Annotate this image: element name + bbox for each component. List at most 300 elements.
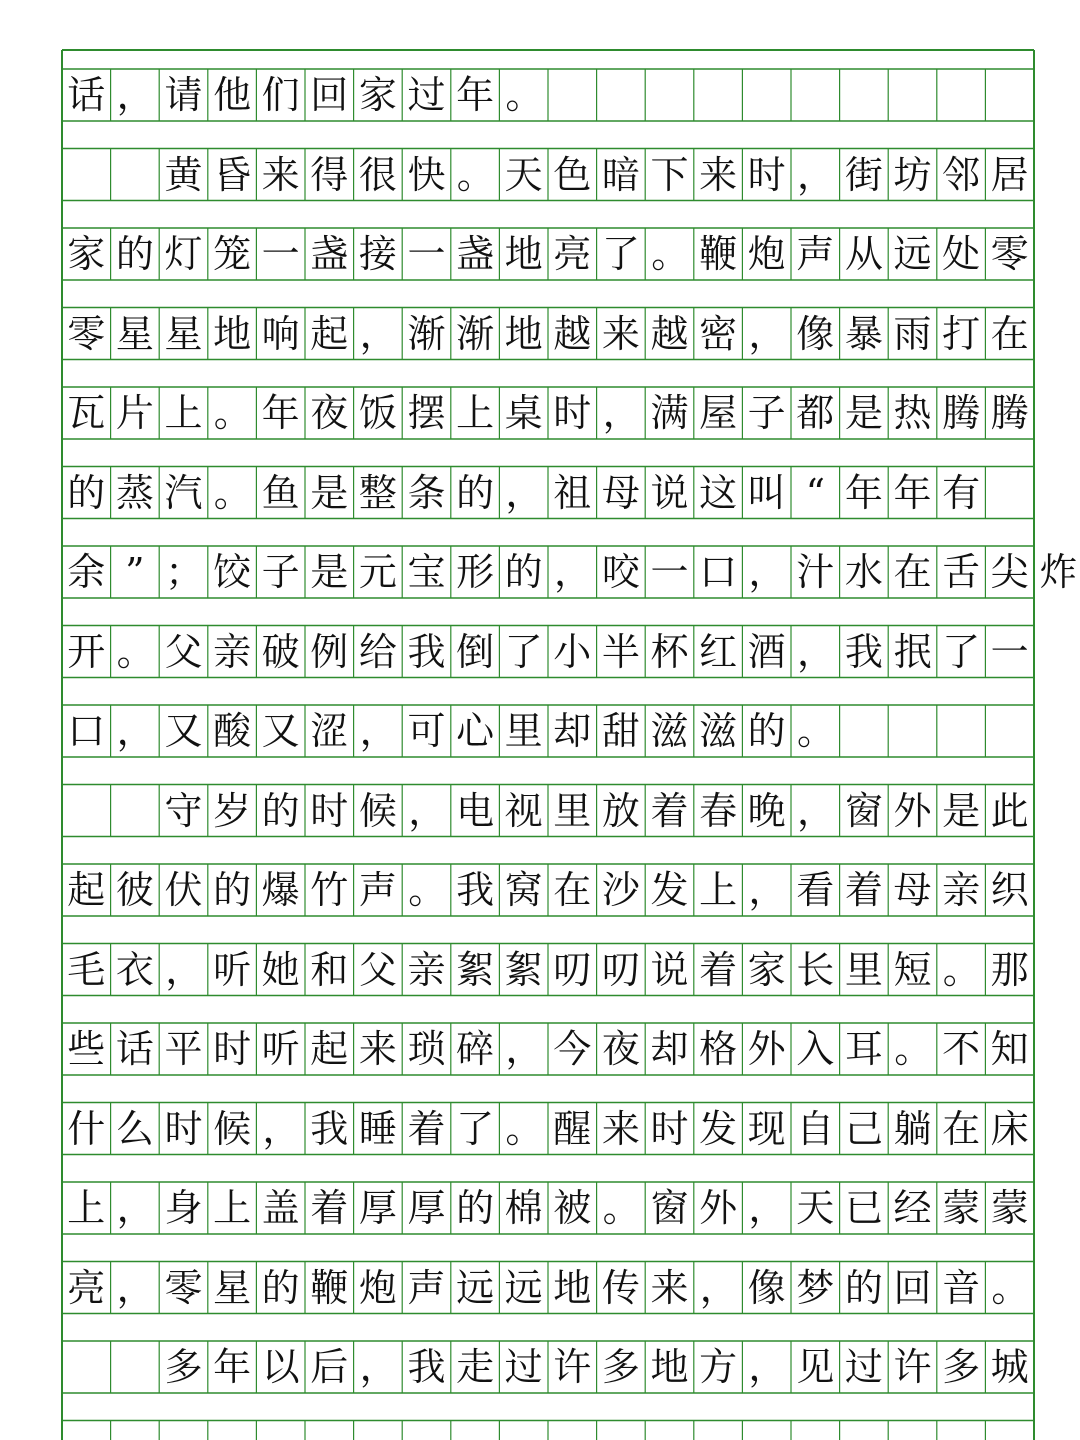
grid-character: 我 xyxy=(456,868,495,912)
grid-character: 外 xyxy=(747,1027,786,1071)
grid-character: ， xyxy=(408,788,447,833)
grid-character: 的 xyxy=(67,470,106,515)
grid-character: 叨 xyxy=(553,947,592,992)
grid-character: 叫 xyxy=(747,470,786,515)
grid-character: 口 xyxy=(699,550,738,594)
grid-character: 水 xyxy=(844,550,883,594)
grid-character: 。 xyxy=(408,868,447,912)
grid-character: 盖 xyxy=(261,1186,300,1230)
grid-character: 来 xyxy=(601,1106,640,1151)
grid-character: 时 xyxy=(650,1106,689,1151)
grid-character: “ xyxy=(805,470,826,515)
grid-character: 多 xyxy=(164,1345,203,1389)
grid-character: ， xyxy=(359,311,398,356)
grid-character: 接 xyxy=(358,232,397,276)
grid-character: 时 xyxy=(310,788,349,833)
grid-character: 我 xyxy=(407,629,446,674)
grid-character: 像 xyxy=(796,311,835,356)
grid-character: 岁 xyxy=(213,788,252,833)
grid-character: ， xyxy=(797,788,836,833)
grid-character: 彼 xyxy=(115,868,154,912)
grid-character: 小 xyxy=(553,629,592,674)
grid-character: 睡 xyxy=(358,1106,397,1151)
grid-character: 。 xyxy=(505,73,544,117)
grid-character: 走 xyxy=(456,1345,495,1389)
grid-character: 涩 xyxy=(310,709,349,753)
grid-character: 里 xyxy=(844,947,883,992)
grid-character: 。 xyxy=(894,1027,933,1071)
grid-character: 的 xyxy=(115,232,154,276)
grid-character: 屋 xyxy=(699,391,738,435)
grid-character: 零 xyxy=(990,232,1029,276)
grid-character: 条 xyxy=(407,470,446,515)
grid-character: 身 xyxy=(164,1186,203,1230)
grid-character: 家 xyxy=(747,947,786,992)
grid-character: 耳 xyxy=(844,1027,883,1071)
grid-character: 滋 xyxy=(699,709,738,753)
grid-character: 过 xyxy=(407,73,446,117)
grid-character: 地 xyxy=(213,311,252,356)
grid-character: 。 xyxy=(797,709,836,753)
grid-character: 。 xyxy=(213,391,252,435)
grid-character: 父 xyxy=(164,629,203,674)
grid-character: 过 xyxy=(844,1345,883,1389)
grid-character: 那 xyxy=(990,947,1029,992)
grid-character: 鞭 xyxy=(699,232,738,276)
grid-character: 絮 xyxy=(456,947,495,992)
grid-character: 伏 xyxy=(164,868,203,912)
grid-character: 我 xyxy=(310,1106,349,1151)
grid-character: 一 xyxy=(407,232,446,276)
grid-character: 窗 xyxy=(650,1186,689,1230)
grid-character: 笼 xyxy=(213,232,252,276)
grid-character: 夜 xyxy=(601,1027,640,1071)
grid-character: 经 xyxy=(893,1186,932,1230)
grid-character: 许 xyxy=(893,1345,932,1389)
grid-character: 棉 xyxy=(504,1186,543,1230)
grid-character: 视 xyxy=(504,788,543,833)
grid-character: 地 xyxy=(504,311,543,356)
grid-character: 。 xyxy=(213,470,252,515)
grid-character: ， xyxy=(116,1265,155,1310)
grid-character: 很 xyxy=(358,152,397,197)
grid-character: 来 xyxy=(601,311,640,356)
grid-character: 过 xyxy=(504,1345,543,1389)
grid-character: 的 xyxy=(844,1265,883,1310)
grid-character: 今 xyxy=(553,1027,592,1071)
grid-character: 。 xyxy=(116,629,155,674)
grid-character: 我 xyxy=(844,629,883,674)
grid-character: 外 xyxy=(893,788,932,833)
grid-character: 听 xyxy=(213,947,252,992)
grid-character: 半 xyxy=(601,629,640,674)
grid-character: 都 xyxy=(796,391,835,435)
grid-character: 一 xyxy=(650,550,689,594)
grid-character: ， xyxy=(748,1345,787,1389)
grid-character: 格 xyxy=(699,1027,738,1071)
grid-character: 盏 xyxy=(310,232,349,276)
grid-character: 在 xyxy=(893,550,932,594)
grid-character: 开 xyxy=(67,629,106,674)
grid-character: 他 xyxy=(213,73,252,117)
grid-character: 上 xyxy=(699,868,738,912)
grid-character: 地 xyxy=(650,1345,689,1389)
grid-character: 快 xyxy=(407,152,446,197)
grid-character: 声 xyxy=(358,868,397,912)
grid-character: 祖 xyxy=(553,470,592,515)
grid-character: 起 xyxy=(67,868,106,912)
grid-character: 街 xyxy=(844,152,883,197)
grid-character: 和 xyxy=(310,947,349,992)
grid-character: 盏 xyxy=(456,232,495,276)
grid-character: ； xyxy=(165,550,204,594)
grid-character: 叨 xyxy=(601,947,640,992)
grid-character: 亲 xyxy=(942,868,981,912)
grid-character: 心 xyxy=(456,709,495,753)
grid-character: ， xyxy=(165,947,204,992)
grid-character: 满 xyxy=(650,391,689,435)
grid-character: 着 xyxy=(699,947,738,992)
grid-character: 年 xyxy=(844,470,883,515)
grid-character: 们 xyxy=(261,73,300,117)
grid-character: 现 xyxy=(747,1106,786,1151)
grid-character: 鞭 xyxy=(310,1265,349,1310)
grid-character: 鱼 xyxy=(261,470,300,515)
grid-character: 是 xyxy=(310,470,349,515)
grid-character: 此 xyxy=(990,788,1029,833)
grid-character: 余 xyxy=(67,550,106,594)
grid-character: 说 xyxy=(650,947,689,992)
grid-character: 父 xyxy=(358,947,397,992)
grid-character: 着 xyxy=(407,1106,446,1151)
grid-character: 是 xyxy=(844,391,883,435)
grid-character: 被 xyxy=(553,1186,592,1230)
grid-character: 年 xyxy=(893,470,932,515)
grid-character: 长 xyxy=(796,947,835,992)
grid-character: ” xyxy=(125,550,145,594)
grid-character: 破 xyxy=(261,629,300,674)
grid-character: 厚 xyxy=(407,1186,446,1230)
grid-character: 回 xyxy=(893,1265,932,1310)
grid-character: 。 xyxy=(991,1265,1030,1310)
grid-character: ， xyxy=(359,1345,398,1389)
grid-character: 天 xyxy=(504,152,543,197)
grid-character: 在 xyxy=(990,311,1029,356)
grid-character: 了 xyxy=(456,1106,495,1151)
grid-character: 一 xyxy=(261,232,300,276)
grid-character: 却 xyxy=(553,709,592,753)
grid-character: ， xyxy=(748,550,787,594)
grid-character: 是 xyxy=(310,550,349,594)
grid-character: 暗 xyxy=(601,152,640,197)
grid-character: 亮 xyxy=(553,232,592,276)
grid-character: 起 xyxy=(310,311,349,356)
grid-character: 来 xyxy=(261,152,300,197)
grid-character: 碎 xyxy=(456,1027,495,1071)
grid-character: 打 xyxy=(942,311,981,356)
grid-character: 形 xyxy=(456,550,495,594)
grid-character: 电 xyxy=(456,788,495,833)
grid-character: 窝 xyxy=(504,868,543,912)
grid-character: 的 xyxy=(456,470,495,515)
grid-character: 远 xyxy=(456,1265,495,1310)
grid-character: 汽 xyxy=(164,470,203,515)
grid-character: 时 xyxy=(164,1106,203,1151)
grid-character: 得 xyxy=(310,152,349,197)
grid-character: 炮 xyxy=(358,1265,397,1310)
grid-character: ， xyxy=(554,550,593,594)
grid-character: 晚 xyxy=(747,788,786,833)
grid-character: 渐 xyxy=(456,311,495,356)
grid-character: 亲 xyxy=(407,947,446,992)
grid-character: 倒 xyxy=(456,629,495,674)
grid-character: 。 xyxy=(505,1106,544,1151)
grid-character: ， xyxy=(116,73,155,117)
grid-character: ， xyxy=(505,470,544,515)
grid-character: 星 xyxy=(213,1265,252,1310)
grid-character: 上 xyxy=(456,391,495,435)
grid-character: 什 xyxy=(67,1106,106,1151)
grid-character: 下 xyxy=(650,152,689,197)
grid-character: 远 xyxy=(504,1265,543,1310)
grid-character: 发 xyxy=(650,868,689,912)
grid-character: 子 xyxy=(261,550,300,594)
grid-character: 渐 xyxy=(407,311,446,356)
grid-character: 摆 xyxy=(407,391,446,435)
grid-character: 例 xyxy=(310,629,349,674)
grid-character: 邻 xyxy=(942,152,981,197)
grid-character: 舌 xyxy=(942,550,981,594)
grid-character: 炸 xyxy=(1039,550,1078,594)
grid-character: 来 xyxy=(699,152,738,197)
grid-character: 的 xyxy=(261,788,300,833)
grid-character: 地 xyxy=(553,1265,592,1310)
grid-character: 上 xyxy=(67,1186,106,1230)
grid-character: 外 xyxy=(699,1186,738,1230)
grid-character: 天 xyxy=(796,1186,835,1230)
grid-character: 从 xyxy=(844,232,883,276)
grid-character: 里 xyxy=(504,709,543,753)
grid-character: 自 xyxy=(796,1106,835,1151)
grid-character: 我 xyxy=(407,1345,446,1389)
grid-character: 己 xyxy=(844,1106,883,1151)
grid-character: 暴 xyxy=(844,311,883,356)
grid-character: 家 xyxy=(67,232,106,276)
grid-character: 织 xyxy=(990,868,1029,912)
grid-character: 来 xyxy=(650,1265,689,1310)
grid-character: 了 xyxy=(942,629,981,674)
grid-character: 酸 xyxy=(213,709,252,753)
grid-character: 响 xyxy=(261,311,300,356)
grid-character: ， xyxy=(699,1265,738,1310)
grid-character: 些 xyxy=(67,1027,106,1071)
grid-character: 话 xyxy=(67,73,106,117)
grid-character: 里 xyxy=(553,788,592,833)
grid-character: 音 xyxy=(942,1265,981,1310)
grid-character: 却 xyxy=(650,1027,689,1071)
grid-character: 像 xyxy=(747,1265,786,1310)
grid-character: 梦 xyxy=(796,1265,835,1310)
grid-character: 候 xyxy=(213,1106,252,1151)
grid-character: 的 xyxy=(747,709,786,753)
grid-character: 。 xyxy=(651,232,690,276)
grid-character: 的 xyxy=(456,1186,495,1230)
grid-character: 絮 xyxy=(504,947,543,992)
grid-character: 已 xyxy=(844,1186,883,1230)
grid-character: 窗 xyxy=(844,788,883,833)
grid-character: 年 xyxy=(213,1345,252,1389)
grid-character: 竹 xyxy=(310,868,349,912)
grid-character: ， xyxy=(748,311,787,356)
grid-character: 黄 xyxy=(164,152,203,197)
grid-character: ， xyxy=(748,1186,787,1230)
grid-character: 夜 xyxy=(310,391,349,435)
grid-character: 蒸 xyxy=(115,470,154,515)
grid-character: 上 xyxy=(164,391,203,435)
grid-character: ， xyxy=(116,709,155,753)
grid-character: 蒙 xyxy=(990,1186,1029,1230)
grid-character: 。 xyxy=(456,152,495,197)
grid-character: 候 xyxy=(358,788,397,833)
grid-character: 起 xyxy=(310,1027,349,1071)
grid-character: 衣 xyxy=(115,947,154,992)
grid-character: 厚 xyxy=(358,1186,397,1230)
grid-character: 方 xyxy=(699,1345,738,1389)
grid-character: 热 xyxy=(893,391,932,435)
grid-character: 亲 xyxy=(213,629,252,674)
grid-character: 有 xyxy=(942,470,981,515)
grid-character: 醒 xyxy=(553,1106,592,1151)
grid-character: ， xyxy=(116,1186,155,1230)
grid-character: ， xyxy=(748,868,787,912)
grid-character: 的 xyxy=(261,1265,300,1310)
grid-character: 的 xyxy=(213,868,252,912)
grid-character: 星 xyxy=(115,311,154,356)
grid-character: 。 xyxy=(602,1186,641,1230)
grid-character: 越 xyxy=(553,311,592,356)
grid-character: 坊 xyxy=(893,152,932,197)
grid-character: 零 xyxy=(164,1265,203,1310)
grid-character: 了 xyxy=(504,629,543,674)
grid-character: 饺 xyxy=(213,550,252,594)
grid-character: 的 xyxy=(504,550,543,594)
grid-character: 给 xyxy=(358,629,397,674)
grid-character: 零 xyxy=(67,311,106,356)
grid-character: 她 xyxy=(261,947,300,992)
grid-character: 后 xyxy=(310,1345,349,1389)
grid-character: 时 xyxy=(553,391,592,435)
grid-character: 远 xyxy=(893,232,932,276)
grid-character: 这 xyxy=(699,470,738,515)
grid-character: 居 xyxy=(990,152,1029,197)
grid-character: 汁 xyxy=(796,550,835,594)
grid-character: 着 xyxy=(310,1186,349,1230)
grid-character: 上 xyxy=(213,1186,252,1230)
grid-character: 平 xyxy=(164,1027,203,1071)
grid-character: 母 xyxy=(601,470,640,515)
grid-character: 放 xyxy=(601,788,640,833)
grid-character: 家 xyxy=(358,73,397,117)
grid-character: 宝 xyxy=(407,550,446,594)
grid-character: 听 xyxy=(261,1027,300,1071)
grid-character: 子 xyxy=(747,391,786,435)
grid-character: 许 xyxy=(553,1345,592,1389)
grid-character: 又 xyxy=(261,709,300,753)
grid-character: 回 xyxy=(310,73,349,117)
grid-character: 咬 xyxy=(601,550,640,594)
grid-character: 短 xyxy=(893,947,932,992)
grid-character: 母 xyxy=(893,868,932,912)
grid-character: 密 xyxy=(699,311,738,356)
grid-character: 话 xyxy=(115,1027,154,1071)
grid-character: 杯 xyxy=(650,629,689,674)
grid-character: 昏 xyxy=(213,152,252,197)
grid-character: 雨 xyxy=(893,311,932,356)
grid-character: 。 xyxy=(942,947,981,992)
grid-character: 么 xyxy=(115,1106,154,1151)
grid-character: 甜 xyxy=(601,709,640,753)
grid-character: 饭 xyxy=(358,391,397,435)
grid-character: ， xyxy=(602,391,641,435)
grid-character: ， xyxy=(262,1106,301,1151)
grid-character: 躺 xyxy=(893,1106,932,1151)
grid-character: 瓦 xyxy=(67,391,106,435)
grid-character: ， xyxy=(359,709,398,753)
grid-character: 色 xyxy=(553,152,592,197)
grid-character: 酒 xyxy=(747,629,786,674)
grid-character: 在 xyxy=(942,1106,981,1151)
grid-character: 处 xyxy=(942,232,981,276)
grid-character: 在 xyxy=(553,868,592,912)
grid-character: 来 xyxy=(358,1027,397,1071)
grid-character: 不 xyxy=(942,1027,981,1071)
grid-character: 城 xyxy=(990,1345,1029,1389)
grid-character: 守 xyxy=(164,788,203,833)
grid-character: 炮 xyxy=(747,232,786,276)
grid-character: 见 xyxy=(796,1345,835,1389)
grid-character: 琐 xyxy=(407,1027,446,1071)
grid-character: 一 xyxy=(990,629,1029,674)
grid-character: 多 xyxy=(942,1345,981,1389)
grid-character: 传 xyxy=(601,1265,640,1310)
grid-character: 声 xyxy=(407,1265,446,1310)
grid-character: 以 xyxy=(261,1345,300,1389)
grid-character: 多 xyxy=(601,1345,640,1389)
grid-character: 沙 xyxy=(601,868,640,912)
grid-character: 知 xyxy=(990,1027,1029,1071)
grid-character: 春 xyxy=(699,788,738,833)
grid-character: 入 xyxy=(796,1027,835,1071)
grid-character: 星 xyxy=(164,311,203,356)
grid-character: 元 xyxy=(358,550,397,594)
grid-character: 着 xyxy=(650,788,689,833)
grid-character: 年 xyxy=(456,73,495,117)
grid-character: 可 xyxy=(407,709,446,753)
grid-character: 滋 xyxy=(650,709,689,753)
grid-character: 着 xyxy=(844,868,883,912)
grid-character: 口 xyxy=(67,709,106,753)
grid-character: 是 xyxy=(942,788,981,833)
grid-character: 整 xyxy=(358,470,397,515)
grid-character: 请 xyxy=(164,73,203,117)
grid-character: 蒙 xyxy=(942,1186,981,1230)
grid-character: 越 xyxy=(650,311,689,356)
grid-character: ， xyxy=(797,629,836,674)
grid-character: ， xyxy=(505,1027,544,1071)
grid-character: 发 xyxy=(699,1106,738,1151)
grid-character: 片 xyxy=(115,391,154,435)
grid-character: 灯 xyxy=(164,232,203,276)
